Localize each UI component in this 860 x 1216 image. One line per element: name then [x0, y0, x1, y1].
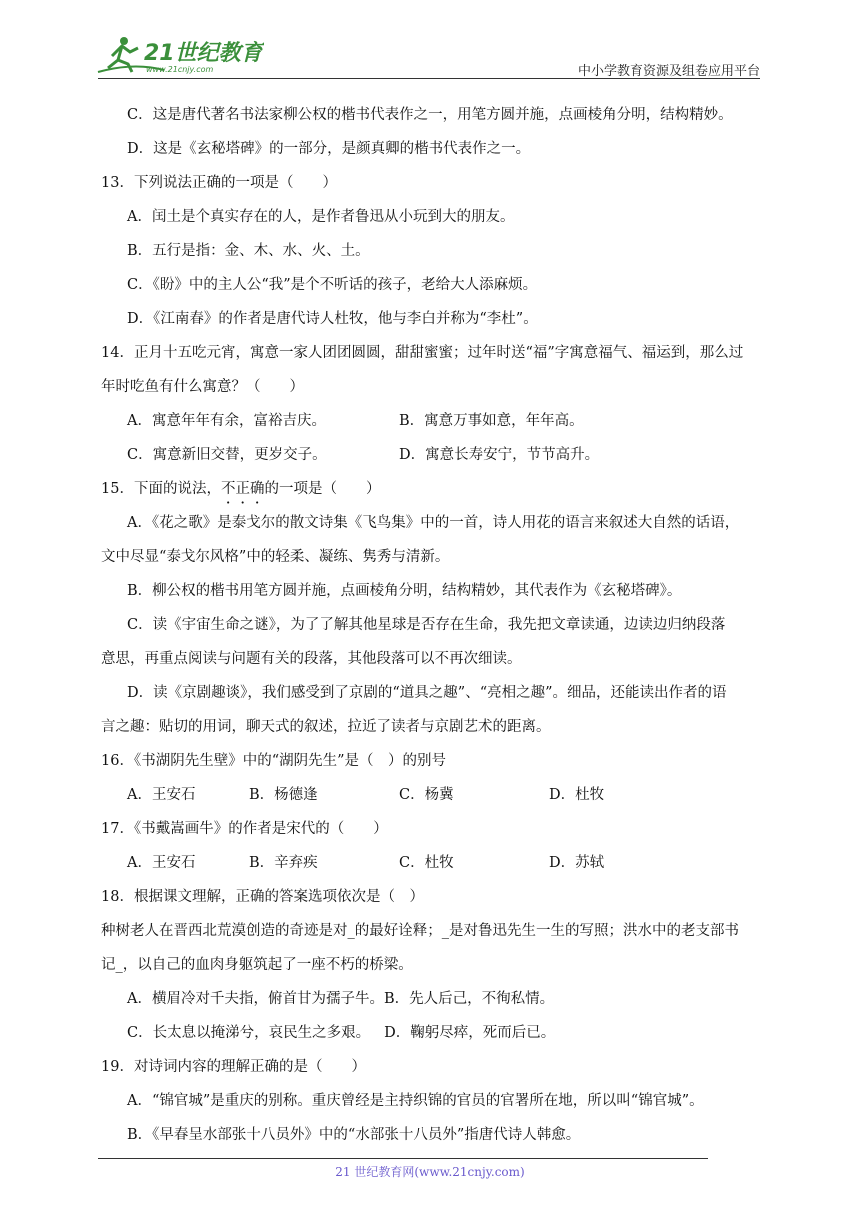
option-line: B．《早春呈水部张十八员外》中的“水部张十八员外”指唐代诗人韩愈。 [127, 1127, 581, 1143]
footer-link[interactable]: 21 世纪教育网(www.21cnjy.com) [335, 1165, 525, 1179]
question-content [101, 104, 761, 1158]
page-header [0, 0, 860, 80]
option-line: A．《花之歌》是泰戈尔的散文诗集《飞鸟集》中的一首，诗人用花的语言来叙述大自然的话语， [127, 515, 740, 531]
question-17: 17．《书戴嵩画牛》的作者是宋代的（ ） [101, 821, 388, 837]
option-b: B．辛弃疾 [249, 855, 318, 871]
header-divider [98, 78, 760, 79]
option-b: B．先人后己，不徇私情。 [383, 991, 555, 1007]
option-line: D．这是《玄秘塔碑》的一部分，是颜真卿的楷书代表作之一。 [127, 141, 531, 157]
question-15 [101, 478, 761, 512]
option-d: D．苏轼 [549, 855, 605, 871]
option-line: D．读《京剧趣谈》，我们感受到了京剧的“道具之趣”、“亮相之趣”。细品，还能读出作者的语 [127, 685, 727, 701]
option-line: B．柳公权的楷书用笔方圆并施，点画棱角分明，结构精妙，其代表作为《玄秘塔碑》。 [127, 583, 682, 599]
footer-divider [98, 1158, 708, 1159]
option-row [101, 444, 761, 478]
option-line: B．五行是指：金、木、水、火、土。 [127, 243, 370, 259]
question-15-prefix: 15．下面的说法， [101, 481, 221, 497]
question-15-suffix: 的一项是（ ） [264, 481, 381, 497]
option-d: D．杜牧 [549, 787, 605, 803]
option-d: D．鞠躬尽瘁，死而后已。 [384, 1025, 556, 1041]
option-c: C．杨冀 [399, 787, 454, 803]
question-18: 18．根据课文理解，正确的答案选项依次是（ ） [101, 889, 424, 905]
emphasis-char: 正 [235, 481, 250, 497]
option-c: C．寓意新旧交替，更岁交子。 [127, 447, 327, 463]
option-line-cont: 文中尽显“泰戈尔风格”中的轻柔、凝练、隽秀与清新。 [101, 549, 450, 565]
emphasis-char: 确 [249, 481, 265, 497]
option-row [101, 852, 761, 886]
svg-text:21世纪教育: 21世纪教育 [144, 41, 263, 66]
option-line-cont: 言之趣：贴切的用词，聊天式的叙述，拉近了读者与京剧艺术的距离。 [101, 719, 551, 735]
question-13: 13．下列说法正确的一项是（ ） [101, 175, 337, 191]
question-14-cont: 年时吃鱼有什么寓意？（ ） [101, 379, 304, 395]
platform-name: 中小学教育资源及组卷应用平台 [577, 64, 760, 79]
option-row [101, 1022, 761, 1056]
option-c: C．杜牧 [399, 855, 454, 871]
emphasis-char: 不 [220, 481, 236, 497]
question-19: 19．对诗词内容的理解正确的是（ ） [101, 1059, 366, 1075]
option-a: A．王安石 [127, 787, 196, 803]
site-logo [94, 34, 264, 76]
option-d: D．寓意长寿安宁，节节高升。 [399, 447, 600, 463]
option-row [101, 988, 761, 1022]
option-c: C．长太息以掩涕兮，哀民生之多艰。 [127, 1025, 371, 1041]
svg-text:www.21cnjy.com: www.21cnjy.com [146, 65, 214, 74]
option-line: C．《盼》中的主人公“我”是个不听话的孩子，老给大人添麻烦。 [127, 277, 538, 293]
question-14: 14．正月十五吃元宵，寓意一家人团团圆圆，甜甜蜜蜜；过年时送“福”字寓意福气、福运到，那么过 [101, 345, 744, 361]
option-b: B．寓意万事如意，年年高。 [399, 413, 584, 429]
option-row [101, 784, 761, 818]
option-a: A．王安石 [127, 855, 196, 871]
option-line: D．《江南春》的作者是唐代诗人杜牧，他与李白并称为“李杜”。 [127, 311, 538, 327]
option-line: C．读《宇宙生命之谜》，为了了解其他星球是否存在生命，我先把文章读通，边读边归纳段落 [127, 617, 726, 633]
option-line: C．这是唐代著名书法家柳公权的楷书代表作之一，用笔方圆并施，点画棱角分明，结构精妙。 [127, 107, 733, 123]
question-16: 16．《书湖阴先生壁》中的“湖阴先生”是（ ）的别号 [101, 753, 447, 769]
question-18-passage: 种树老人在晋西北荒漠创造的奇迹是对_的最好诠释；_是对鲁迅先生一生的写照；洪水中的老支部书 [101, 923, 739, 939]
option-a: A．横眉冷对千夫指，俯首甘为孺子牛。 [127, 991, 384, 1007]
option-line: A．闰土是个真实存在的人，是作者鲁迅从小玩到大的朋友。 [127, 209, 515, 225]
question-18-passage: 记_，以自己的血肉身躯筑起了一座不朽的桥梁。 [101, 957, 413, 973]
option-row [101, 410, 761, 444]
option-a: A．寓意年年有余，富裕吉庆。 [127, 413, 326, 429]
option-line: A．“锦官城”是重庆的别称。重庆曾经是主持织锦的官员的官署所在地，所以叫“锦官城”。 [127, 1093, 704, 1109]
option-b: B．杨德逢 [249, 787, 318, 803]
option-line-cont: 意思，再重点阅读与问题有关的段落，其他段落可以不再次细读。 [101, 651, 522, 667]
